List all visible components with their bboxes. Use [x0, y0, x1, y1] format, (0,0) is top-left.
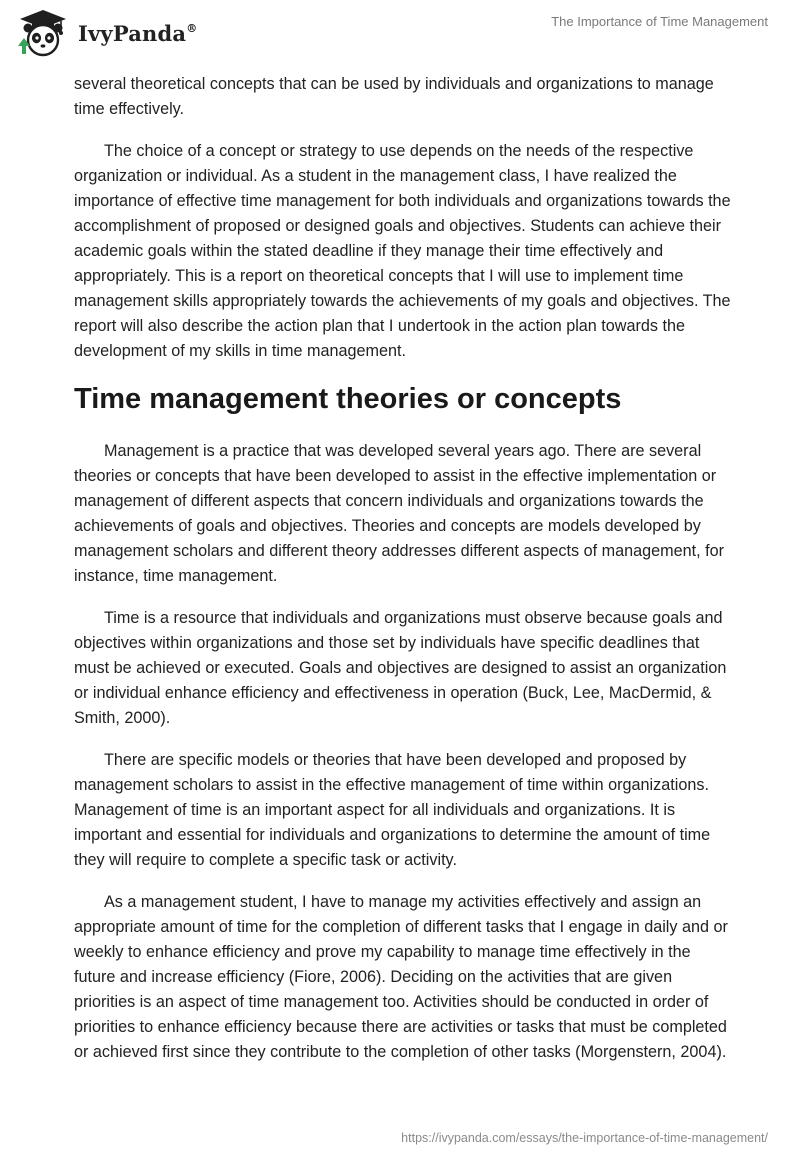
paragraph: several theoretical concepts that can be used by individuals and organizations to manage time effectively. [74, 75, 714, 118]
paragraph: Time is a resource that individuals and organizations must observe because goals and objectives within organizations and those set by individuals have specific deadlines that must be achieved or executed. Goals and objectives are designed to assist an organization or individual enhance efficiency and effectiveness in operation (Buck, Lee, MacDermid, & Smith, 2000). [74, 609, 727, 727]
source-url[interactable]: https://ivypanda.com/essays/the-importance-of-time-management/ [401, 1131, 768, 1145]
section-heading: Time management theories or concepts [74, 383, 622, 415]
brand-name: IvyPanda® [78, 20, 198, 46]
paragraph: Management is a practice that was developed several years ago. There are several theories or concepts that have been developed to assist in the effective implementation or management of different aspects that concern individuals and organizations towards the achievements of goals and objectives. Theories and concepts are models developed by management scholars and different theory addresses different aspects of management, for instance, time management. [74, 442, 724, 585]
essay-content [74, 72, 734, 1082]
ivypanda-logo[interactable] [14, 8, 197, 58]
page-header [0, 0, 800, 70]
paragraph: As a management student, I have to manage my activities effectively and assign an appropriate amount of time for the completion of different tasks that I engage in daily and or weekly to enhance efficiency and prove my capability to manage time effectively in the future and increase efficiency (Fiore, 2006). Deciding on the activities that are given priorities is an aspect of time management too. Activities should be conducted in order of priorities to enhance efficiency because there are activities or tasks that must be completed or achieved first since they contribute to the completion of other tasks (Morgenstern, 2004). [74, 893, 728, 1061]
panda-logo-icon [14, 8, 72, 58]
document-title: The Importance of Time Management [551, 14, 768, 29]
paragraph: There are specific models or theories that have been developed and proposed by management scholars to assist in the effective management of time within organizations. Management of time is an important aspect for all individuals and organizations. It is important and essential for individuals and organizations to determine the amount of time they will require to complete a specific task or activity. [74, 751, 711, 869]
paragraph: The choice of a concept or strategy to use depends on the needs of the respective organization or individual. As a student in the management class, I have realized the importance of effective time management for both individuals and organizations towards the accomplishment of proposed or designed goals and objectives. Students can achieve their academic goals within the stated deadline if they manage their time effectively and appropriately. This is a report on theoretical concepts that I will use to implement time management skills appropriately towards the achievements of my goals and objectives. The report will also describe the action plan that I undertook in the action plan towards the development of my skills in time management. [74, 142, 731, 360]
